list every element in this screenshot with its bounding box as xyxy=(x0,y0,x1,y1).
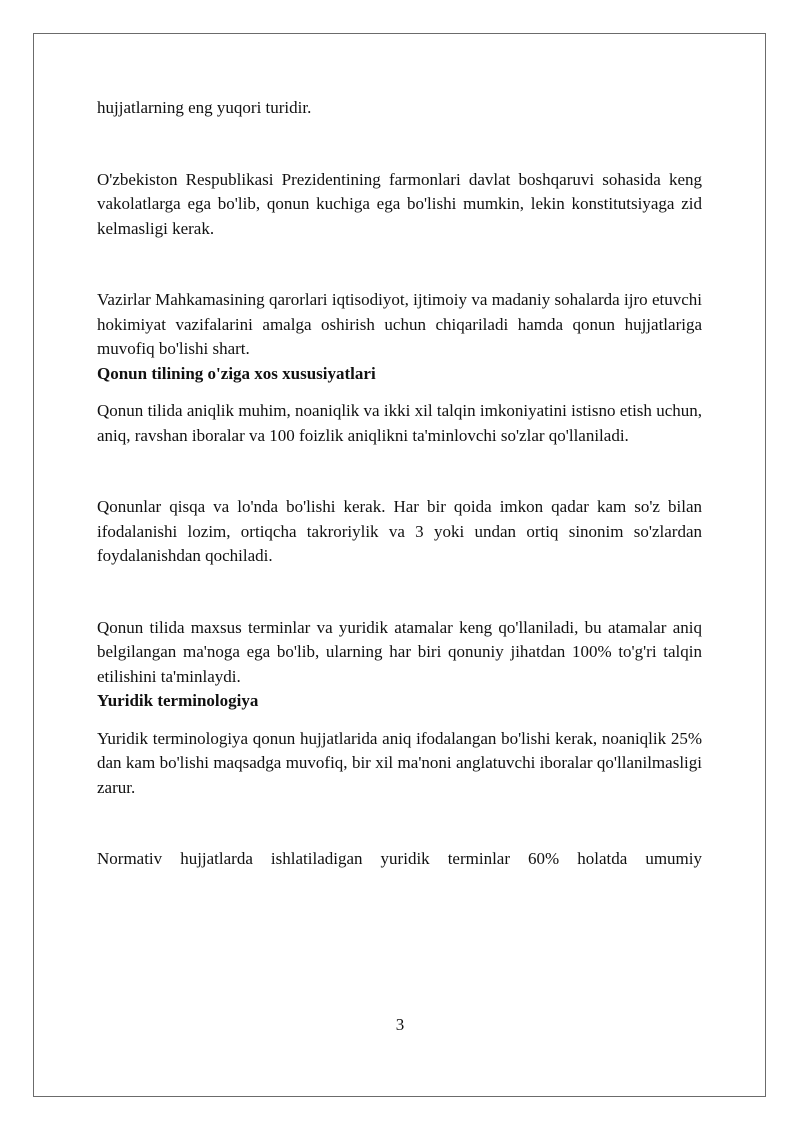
paragraph-continuation: hujjatlarning eng yuqori turidir. xyxy=(97,98,312,117)
paragraph-president-decrees: O'zbekiston Respublikasi Prezidentining farmonlari davlat boshqaruvi sohasida keng vakolatlarga ega bo'lib, qonun kuchiga ega bo'lishi mumkin, lekin konstitutsiyaga zid kelmasligi kerak. xyxy=(97,169,702,238)
paragraph-terminology-precision: Yuridik terminologiya qonun hujjatlarida aniq ifodalangan bo'lishi kerak, noaniqlik 25% dan kam bo'lishi maqsadga muvofiq, bir xil ma'noni anglatuvchi iboralar qo'llanilmasligi zarur. xyxy=(97,728,702,797)
paragraph-special-terms: Qonun tilida maxsus terminlar va yuridik atamalar keng qo'llaniladi, bu atamalar aniq belgilangan ma'noga ega bo'lib, ularning har biri qonuniy jihatdan 100% to'g'ri talqin etilishini ta'minlaydi. xyxy=(97,617,702,686)
paragraph-normative-terms: Normativ hujjatlarda ishlatiladigan yuridik terminlar 60% holatda umumiy xyxy=(97,849,702,868)
section-heading-language-features: Qonun tilining o'ziga xos xususiyatlari xyxy=(97,363,376,383)
page-content xyxy=(97,96,702,872)
section-heading-terminology: Yuridik terminologiya xyxy=(97,691,259,710)
paragraph-precision: Qonun tilida aniqlik muhim, noaniqlik va ikki xil talqin imkoniyatini istisno etish uchun, aniq, ravshan iboralar va 100 foizlik aniqlikni ta'minlovchi so'zlar qo'llaniladi. xyxy=(97,401,702,445)
page-number: 3 xyxy=(395,1015,405,1034)
paragraph-brevity: Qonunlar qisqa va lo'nda bo'lishi kerak. Har bir qoida imkon qadar kam so'z bilan ifodalanishi lozim, ortiqcha takroriylik va 3 yoki undan ortiq sinonim so'zlardan foydalanishdan qochiladi. xyxy=(97,497,702,565)
paragraph-cabinet-resolutions: Vazirlar Mahkamasining qarorlari iqtisodiyot, ijtimoiy va madaniy sohalarda ijro etuvchi hokimiyat vazifalarini amalga oshirish uchun chiqariladi hamda qonun hujjatlariga muvofiq bo'lishi shart. xyxy=(97,290,702,358)
